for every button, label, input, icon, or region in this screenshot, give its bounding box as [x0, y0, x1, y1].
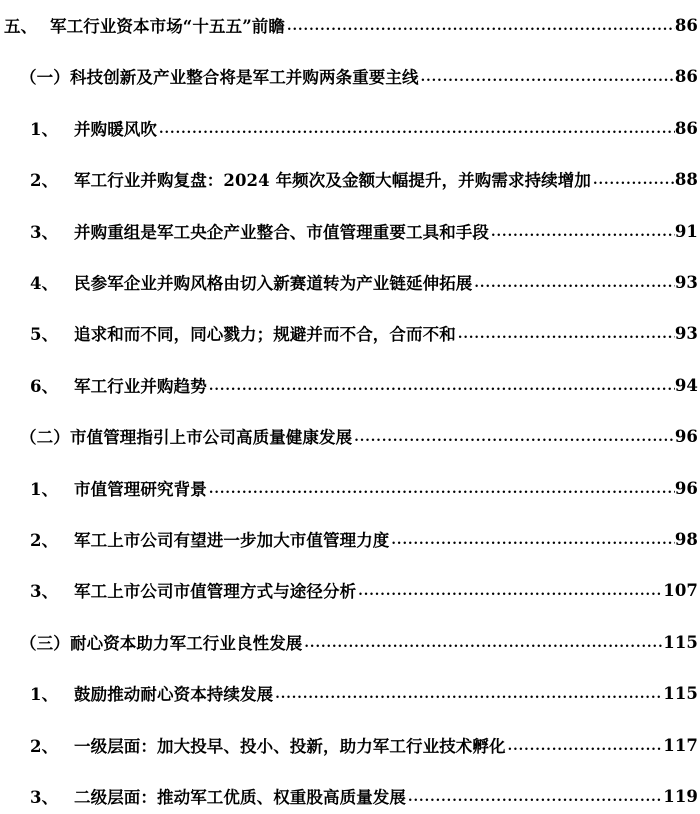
toc-entry-page-number: 117	[663, 735, 698, 755]
dot-leader	[302, 627, 663, 657]
toc-entry[interactable]	[0, 318, 700, 348]
toc-entry-number: （三）	[20, 634, 70, 653]
toc-entry[interactable]	[0, 113, 700, 143]
toc-entry-title: 耐心资本助力军工行业良性发展	[70, 634, 303, 653]
toc-entry-page-number: 91	[674, 221, 698, 241]
dot-leader	[472, 267, 674, 297]
toc-entry[interactable]	[0, 370, 700, 400]
toc-entry-page-number: 96	[674, 426, 698, 446]
dot-leader	[406, 781, 663, 811]
dot-leader	[456, 318, 675, 348]
toc-entry-title: 市值管理指引上市公司高质量健康发展	[70, 428, 353, 447]
toc-entry-number: 1、	[30, 685, 59, 704]
toc-entry-page-number: 88	[674, 169, 698, 189]
toc-entry-number: （一）	[20, 68, 70, 87]
toc-entry-number: 2、	[30, 171, 59, 190]
toc-entry-number: 3、	[30, 223, 59, 242]
toc-entry-title: 一级层面：加大投早、投小、投新，助力军工行业技术孵化	[74, 737, 506, 756]
toc-entry-title: 并购重组是军工央企产业整合、市值管理重要工具和手段	[74, 223, 489, 242]
toc-entry-title: 军工行业并购趋势	[74, 377, 207, 396]
dot-leader	[285, 10, 675, 40]
toc-entry[interactable]	[0, 781, 700, 811]
toc-entry[interactable]	[0, 575, 700, 605]
toc-entry-title: 科技创新及产业整合将是军工并购两条重要主线	[70, 68, 419, 87]
toc-entry-page-number: 93	[674, 272, 698, 292]
toc-entry-page-number: 107	[663, 580, 698, 600]
toc-entry-page-number: 96	[674, 478, 698, 498]
dot-leader	[157, 113, 675, 143]
toc-entry-number: 6、	[30, 377, 59, 396]
dot-leader	[352, 421, 675, 451]
toc-entry-title: 二级层面：推动军工优质、权重股高质量发展	[74, 788, 406, 807]
toc-entry-title: 市值管理研究背景	[74, 480, 207, 499]
dot-leader	[207, 473, 675, 503]
toc-entry[interactable]	[0, 10, 700, 40]
toc-entry-title: 鼓励推动耐心资本持续发展	[74, 685, 274, 704]
dot-leader	[356, 575, 663, 605]
toc-entry[interactable]	[0, 421, 700, 451]
toc-entry-number: 5、	[30, 325, 59, 344]
toc-entry-number: 五、	[4, 17, 38, 36]
toc-entry[interactable]	[0, 730, 700, 760]
toc-entry-number: 4、	[30, 274, 59, 293]
dot-leader	[389, 524, 674, 554]
dot-leader	[419, 61, 675, 91]
toc-entry-page-number: 94	[674, 375, 698, 395]
toc-entry-number: （二）	[20, 428, 70, 447]
dot-leader	[506, 730, 664, 760]
toc-entry[interactable]	[0, 678, 700, 708]
toc-entry[interactable]	[0, 473, 700, 503]
dot-leader	[207, 370, 675, 400]
toc-entry[interactable]	[0, 61, 700, 91]
toc-entry-page-number: 86	[674, 118, 698, 138]
toc-entry-page-number: 115	[663, 683, 698, 703]
toc-entry-number: 3、	[30, 582, 59, 601]
toc-entry[interactable]	[0, 267, 700, 297]
toc-entry-title: 民参军企业并购风格由切入新赛道转为产业链延伸拓展	[74, 274, 473, 293]
dot-leader	[489, 216, 675, 246]
toc-entry-title: 军工行业资本市场“十五五”前瞻	[50, 17, 285, 36]
toc-entry-number: 2、	[30, 737, 59, 756]
toc-entry-number: 2、	[30, 531, 59, 550]
toc-entry[interactable]	[0, 216, 700, 246]
toc-entry-page-number: 93	[674, 323, 698, 343]
toc-entry-title: 并购暖风吹	[74, 120, 157, 139]
dot-leader	[591, 164, 675, 194]
toc-entry-page-number: 86	[674, 66, 698, 86]
toc-entry[interactable]	[0, 627, 700, 657]
toc-entry-title: 军工行业并购复盘：2024 年频次及金额大幅提升，并购需求持续增加	[74, 171, 591, 190]
toc-entry[interactable]	[0, 164, 700, 194]
toc-entry-title: 追求和而不同，同心戮力；规避并而不合，合而不和	[74, 325, 456, 344]
toc-entry-page-number: 115	[663, 632, 698, 652]
toc-entry-number: 1、	[30, 480, 59, 499]
toc-entry-number: 1、	[30, 120, 59, 139]
toc-entry-page-number: 98	[674, 529, 698, 549]
dot-leader	[273, 678, 663, 708]
toc-entry[interactable]	[0, 524, 700, 554]
toc-entry-page-number: 86	[674, 15, 698, 35]
toc-entry-number: 3、	[30, 788, 59, 807]
toc-entry-title: 军工上市公司有望进一步加大市值管理力度	[74, 531, 390, 550]
toc-entry-title: 军工上市公司市值管理方式与途径分析	[74, 582, 357, 601]
toc-entry-page-number: 119	[663, 786, 698, 806]
